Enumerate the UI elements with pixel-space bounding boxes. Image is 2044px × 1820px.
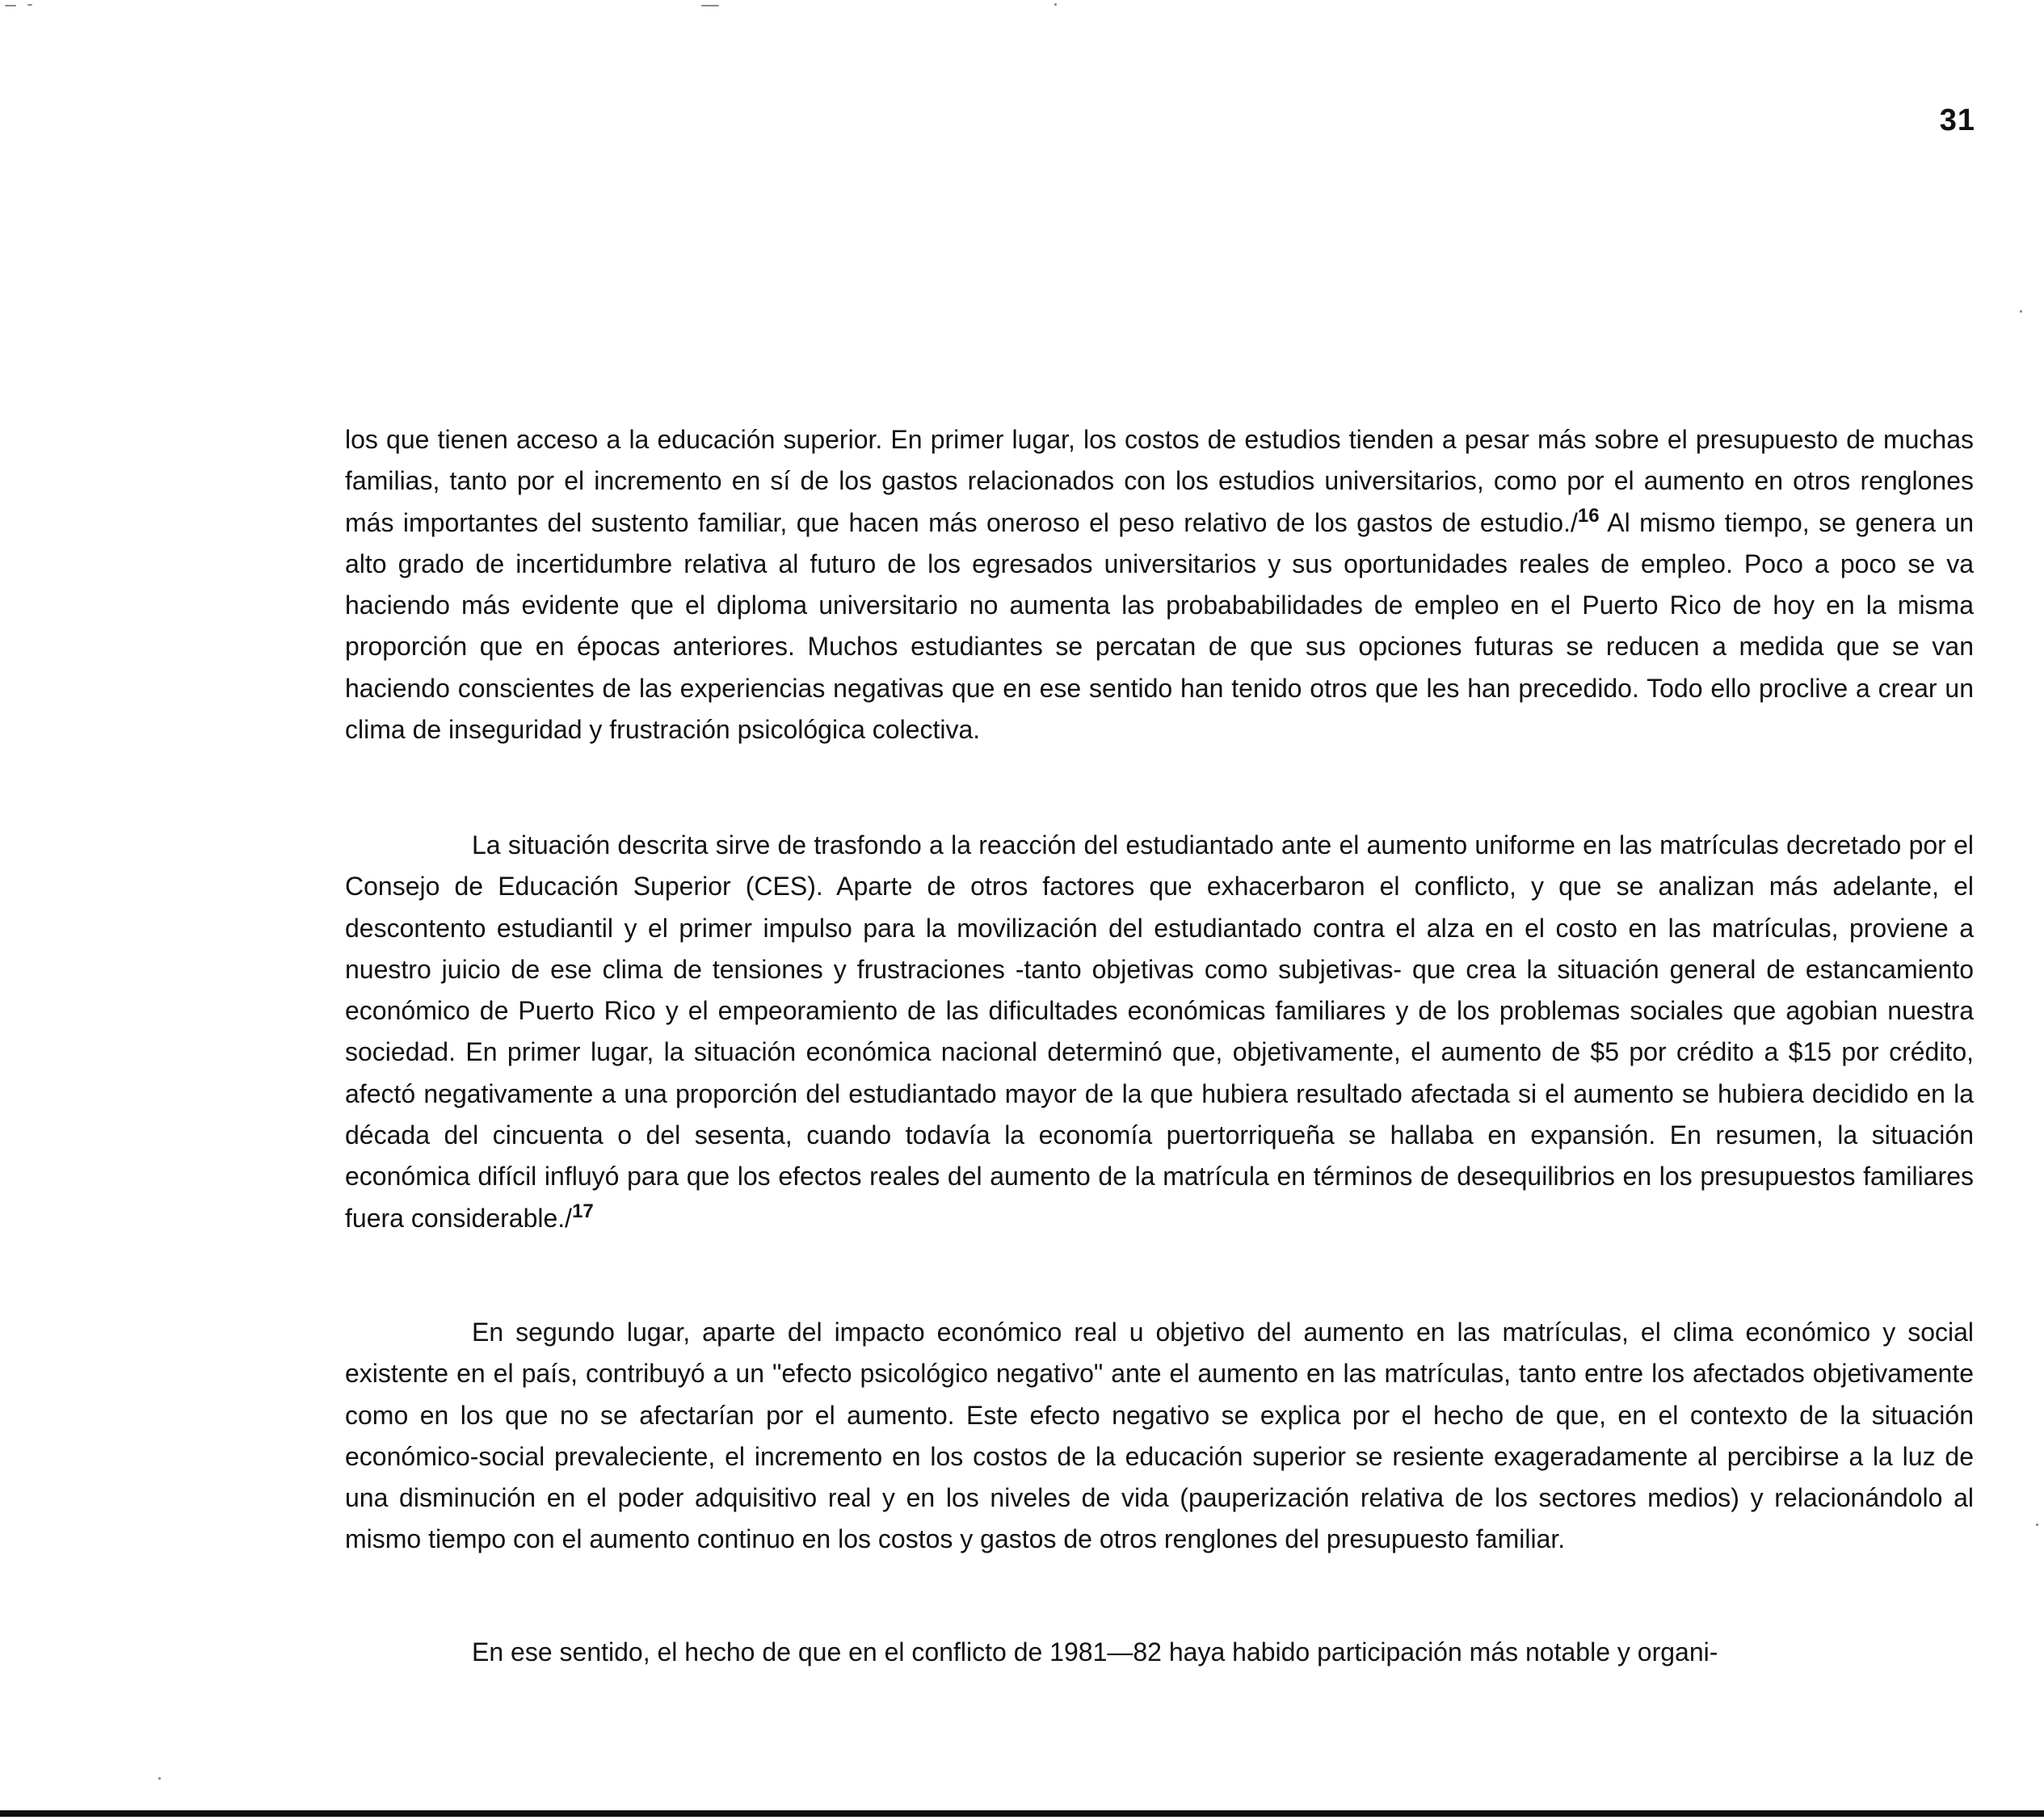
scan-speck <box>2020 310 2022 313</box>
scan-speck <box>1054 3 1057 6</box>
paragraph-3-text: En segundo lugar, aparte del impacto económico real u objetivo del aumento en las matrículas, el clima económico y social existente en el país, contribuyó a un "efecto psicológico negativo" ante el aumento en las matrículas, tanto entre los afectados objetivamente como en los que no se afectarían por el aumento. Este efecto negativo se explica por el hecho de que, en el contexto de la situación económico-social prevaleciente, el incremento en los costos de la educación superior se resiente exageradamente al percibirse a la luz de una disminución en el poder adquisitivo real y en los niveles de vida (pauperización relativa de los sectores medios) y relacionándolo al mismo tiempo con el aumento continuo en los costos y gastos de otros renglones del presupuesto familiar. <box>345 1318 1974 1554</box>
bottom-rule <box>0 1810 2044 1817</box>
scan-speck <box>27 4 32 6</box>
paragraph-2 <box>345 825 1974 1239</box>
paragraph-2-text: La situación descrita sirve de trasfondo a la reacción del estudiantado ante el aumento uniforme en las matrículas decretado por el Consejo de Educación Superior (CES). Aparte de otros factores que exhacerbaron el conflicto, y que se analizan más adelante, el descontento estudiantil y el primer impulso para la movilización del estudiantado contra el alza en el costo en las matrículas, proviene a nuestro juicio de ese clima de tensiones y frustraciones -tanto objetivas como subjetivas- que crea la situación general de estancamiento económico de Puerto Rico y el empeoramiento de las dificultades económicas familiares y de los problemas sociales que agobian nuestra sociedad. En primer lugar, la situación económica nacional determinó que, objetivamente, el aumento de $5 por crédito a $15 por crédito, afectó negativamente a una proporción del estudiantado mayor de la que hubiera resultado afectada si el aumento se hubiera decidido en la década del cincuenta o del sesenta, cuando todavía la economía puertorriqueña se hallaba en expansión. En resumen, la situación económica difícil influyó para que los efectos reales del aumento de la matrícula en términos de desequilibrios en los presupuestos familiares fuera considerable./ <box>345 830 1974 1233</box>
scan-speck <box>701 5 719 6</box>
scan-speck <box>2036 1524 2038 1526</box>
paragraph-1-content <box>345 419 1974 750</box>
paragraph-1-text-b: Al mismo tiempo, se genera un alto grado de incertidumbre relativa al futuro de los egresados universitarios y sus oportunidades reales de empleo. Poco a poco se va haciendo más evidente que el diploma universitario no aumenta las probababilidades de empleo en el Puerto Rico de hoy en la misma proporción que en épocas anteriores. Muchos estudiantes se percatan de que sus opciones futuras se reducen a medida que se van haciendo conscientes de las experiencias negativas que en ese sentido han tenido otros que les han precedido. Todo ello proclive a crear un clima de inseguridad y frustración psicológica colectiva. <box>345 507 1975 745</box>
scan-speck <box>5 5 16 6</box>
paragraph-2-content <box>345 825 1974 1239</box>
footnote-ref-16: 16 <box>1577 504 1600 527</box>
paragraph-1-text-a: los que tienen acceso a la educación superior. En primer lugar, los costos de estudios tienden a pesar más sobre el presupuesto de muchas familias, tanto por el incremento en sí de los gastos relacionados con los estudios universitarios, como por el aumento en otros renglones más importantes del sustento familiar, que hacen más oneroso el peso relativo de los gastos de estudio./ <box>345 425 1974 537</box>
paragraph-4-text: En ese sentido, el hecho de que en el conflicto de 1981—82 haya habido participación más notable y organi- <box>472 1637 1718 1667</box>
scan-speck <box>158 1777 161 1780</box>
footnote-ref-17: 17 <box>572 1200 594 1222</box>
paragraph-1 <box>345 419 1974 750</box>
paragraph-3 <box>345 1312 1974 1561</box>
paragraph-4 <box>345 1632 1974 1673</box>
page-number: 31 <box>1939 103 1975 137</box>
